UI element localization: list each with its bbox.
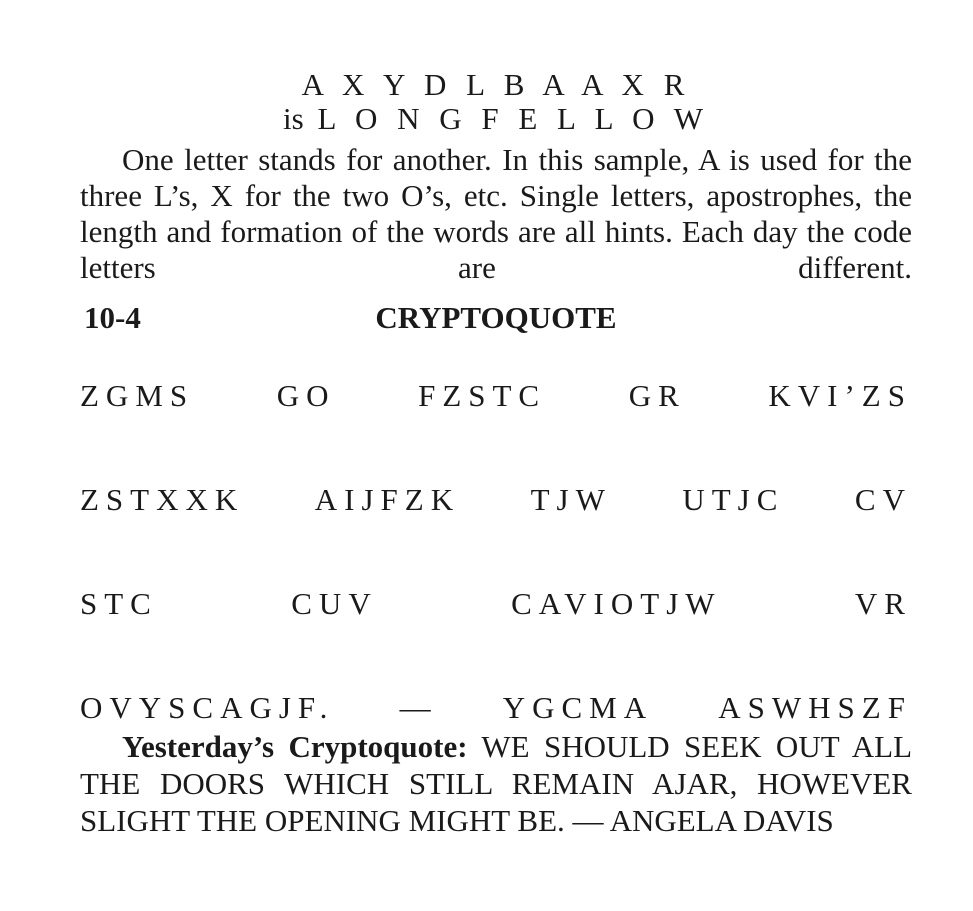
cipher-word: CUV [291, 586, 378, 621]
puzzle-title: CRYPTOQUOTE [375, 300, 617, 335]
cipher-line-4 [80, 690, 912, 726]
sample-plain: L O N G F E L L O W [317, 101, 709, 136]
cipher-word: TJW [530, 482, 612, 517]
cipher-word: ZSTXXK [80, 482, 245, 517]
sample-plain-line [80, 102, 912, 136]
puzzle-header [80, 296, 912, 340]
cipher-word: ZGMS [80, 378, 195, 413]
cipher-line-2 [80, 482, 912, 518]
cipher-line-1 [80, 378, 912, 414]
cipher-block [80, 378, 912, 726]
cipher-word: STC [80, 586, 158, 621]
cipher-word: ASWHSZF [718, 690, 912, 725]
cipher-word: VR [854, 586, 912, 621]
cipher-word: CAVIOTJW [511, 586, 722, 621]
sample-is-word: is [283, 101, 304, 136]
cipher-word: UTJC [682, 482, 785, 517]
cipher-word: OVYSCAGJF. [80, 690, 335, 725]
puzzle-number: 10-4 [84, 300, 141, 335]
sample-block [80, 68, 912, 136]
cipher-word: FZSTC [418, 378, 547, 413]
cipher-word: YGCMA [502, 690, 654, 725]
cipher-word: GO [276, 378, 336, 413]
cipher-word: KVI’ZS [768, 378, 912, 413]
cipher-word: AIJFZK [314, 482, 461, 517]
yesterday-answer [80, 728, 912, 839]
instructions-text: One letter stands for another. In this sample, A is used for the three L’s, X for the two O’s, etc. Single letters, apostrophes, the length and formation of the words are all hints. Each day the code letters are different. [80, 142, 912, 285]
answer-text: WE SHOULD SEEK OUT ALL THE DOORS WHICH STILL REMAIN AJAR, HOWEVER SLIGHT THE OPENING MIGHT BE. — ANGELA DAVIS [80, 729, 913, 838]
cipher-word: GR [628, 378, 686, 413]
answer-label: Yesterday’s Cryptoquote: [122, 729, 468, 764]
cryptoquote-puzzle [80, 68, 912, 839]
sample-cipher: A X Y D L B A A X R [301, 67, 691, 102]
cipher-word: — [399, 690, 438, 725]
cipher-line-3 [80, 586, 912, 622]
cipher-word: CV [854, 482, 912, 517]
